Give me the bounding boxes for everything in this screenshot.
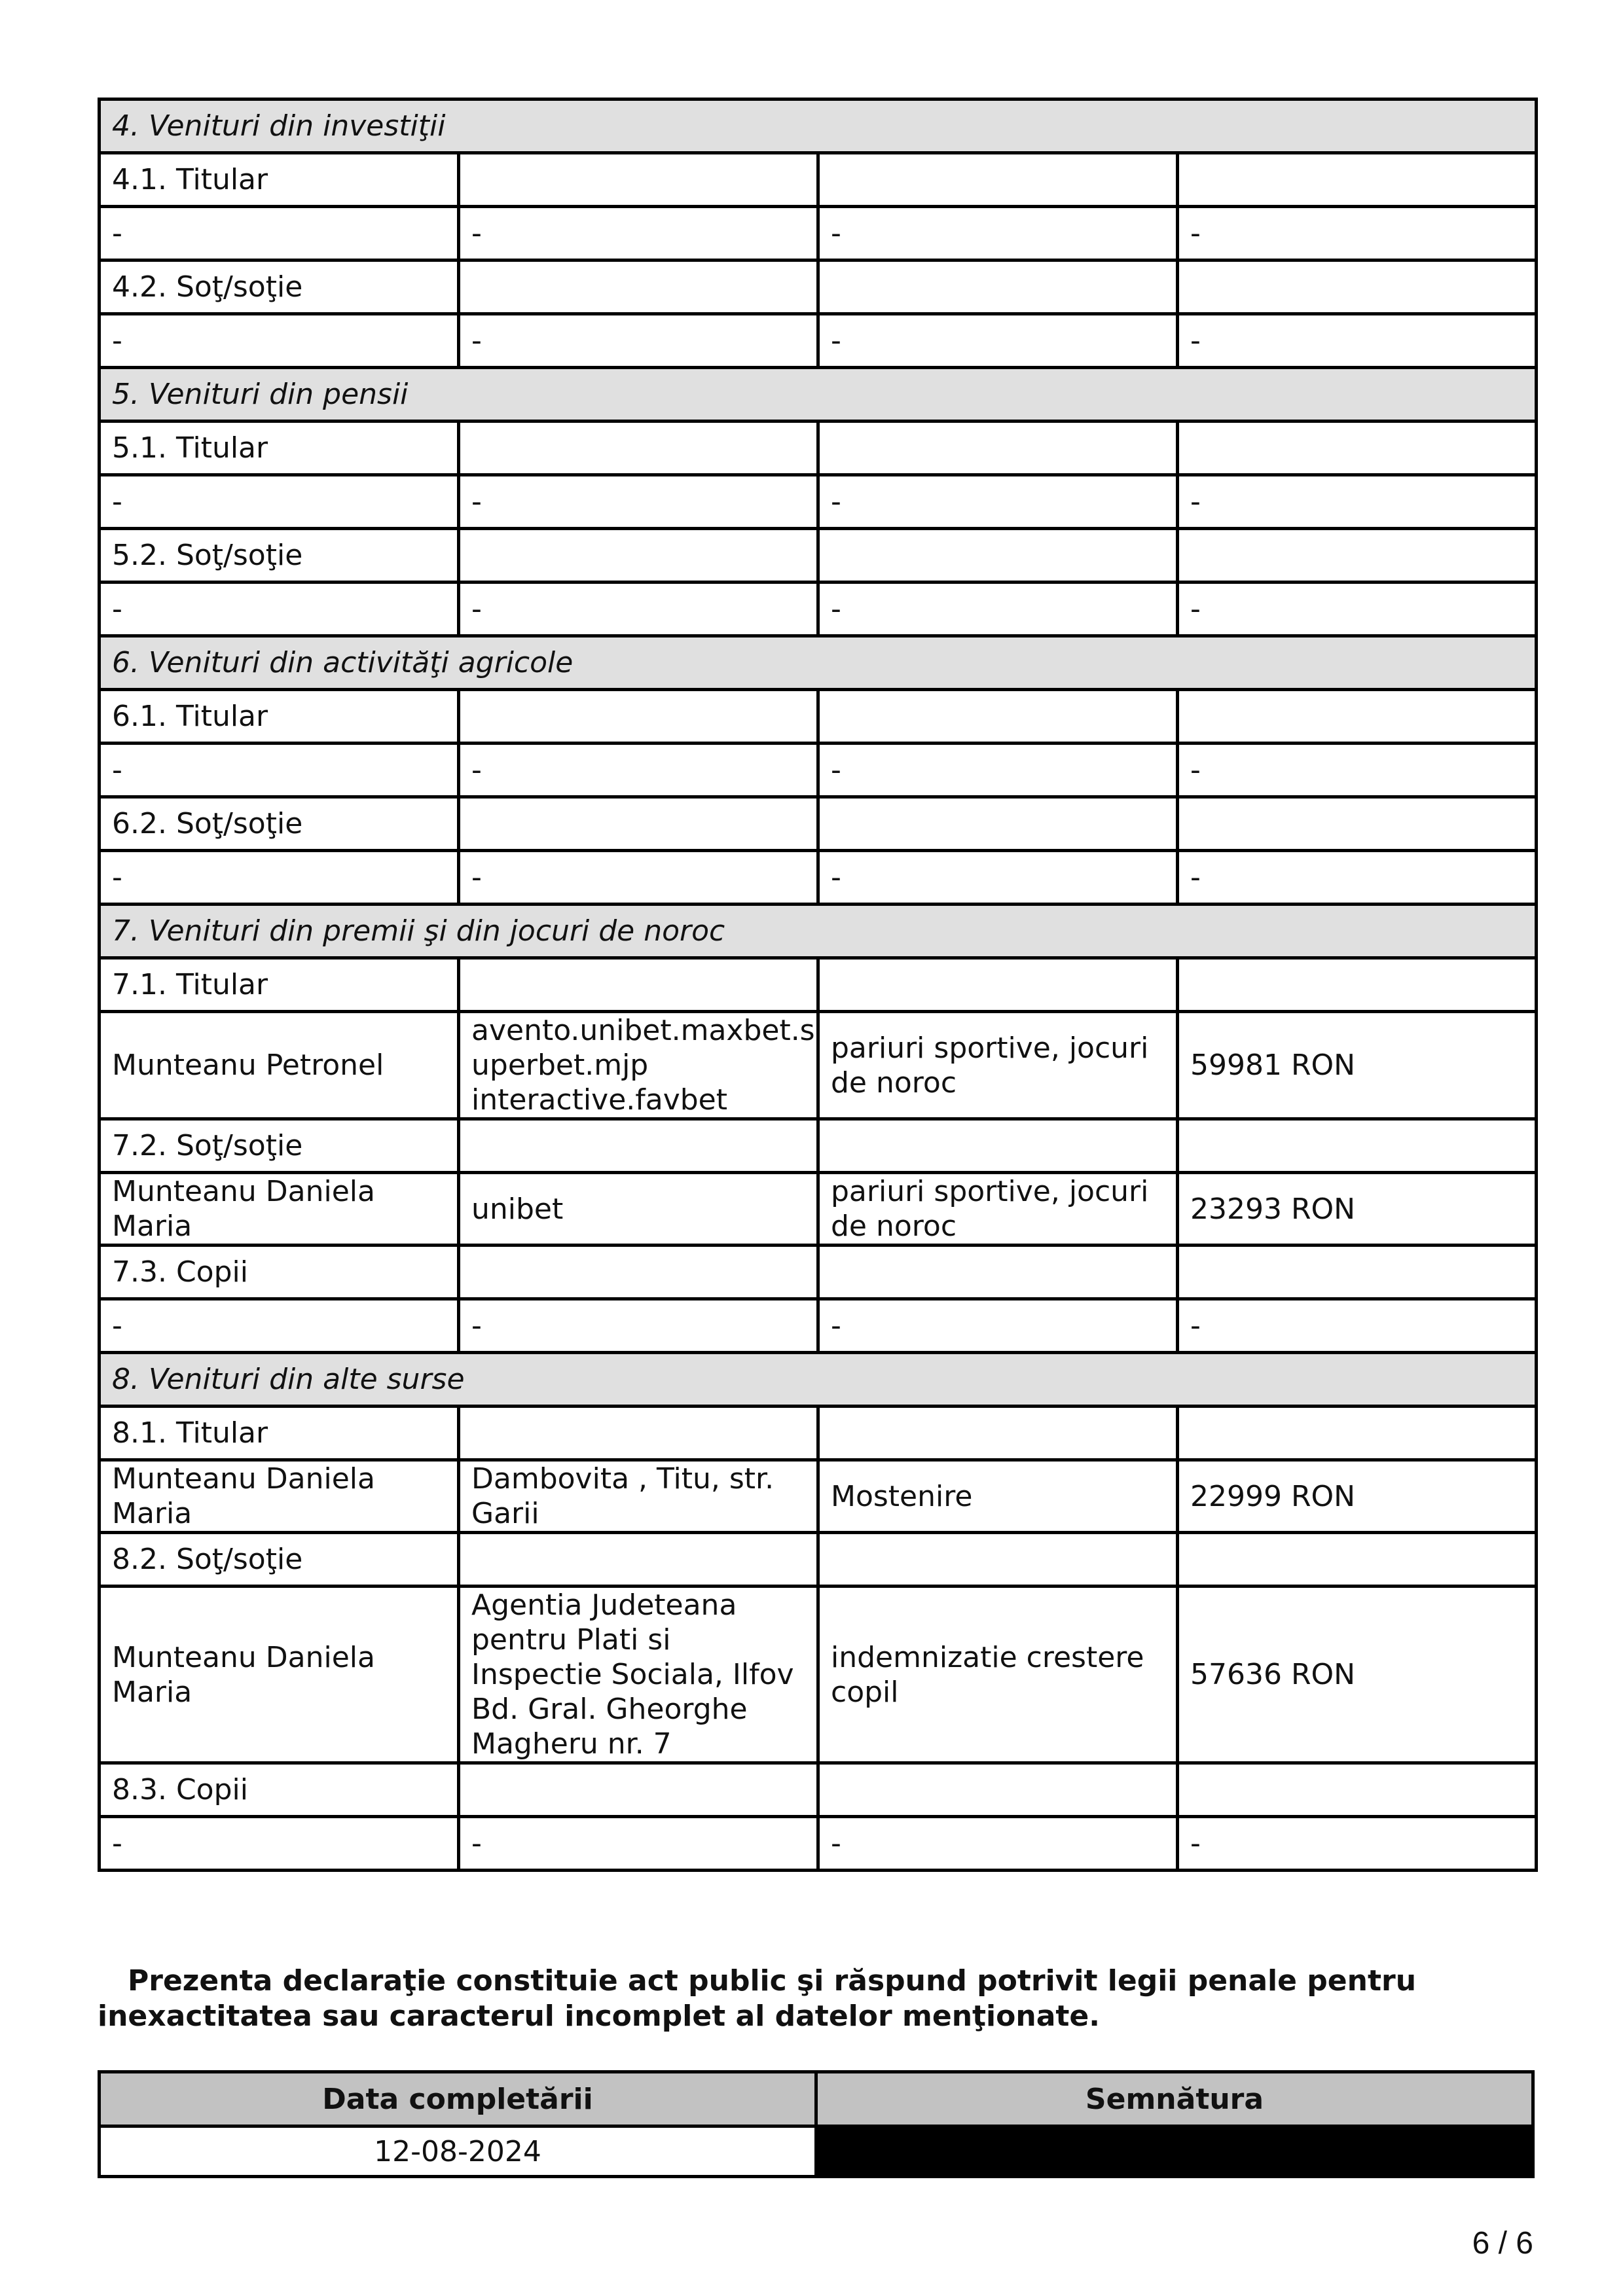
table-cell: 7.2. Soţ/soţie — [100, 1119, 459, 1173]
table-cell: Munteanu Daniela Maria — [100, 1460, 459, 1533]
table-cell: - — [1178, 583, 1537, 636]
table-cell: - — [818, 207, 1178, 260]
table-row — [100, 1173, 1537, 1246]
table-cell — [818, 1763, 1178, 1817]
table-cell — [459, 1407, 818, 1460]
table-cell: - — [100, 207, 459, 260]
table-cell — [818, 958, 1178, 1012]
table-cell — [818, 529, 1178, 583]
table-cell — [459, 422, 818, 475]
section-title: 6. Venituri din activităţi agricole — [100, 636, 1537, 690]
table-row — [100, 1460, 1537, 1533]
table-cell — [1178, 1533, 1537, 1587]
signature-table — [98, 2070, 1535, 2178]
table-cell: pariuri sportive, jocuri de noroc — [818, 1012, 1178, 1119]
table-row — [100, 744, 1537, 797]
table-cell: - — [1178, 207, 1537, 260]
table-row — [100, 475, 1537, 529]
table-cell — [1178, 1407, 1537, 1460]
table-cell — [1178, 1763, 1537, 1817]
table-cell: avento.unibet.maxbet.s uperbet.mjp interactive.favbet — [459, 1012, 818, 1119]
table-cell: Munteanu Petronel — [100, 1012, 459, 1119]
income-table-body — [100, 99, 1537, 1871]
table-cell: - — [818, 1817, 1178, 1871]
table-cell — [459, 1533, 818, 1587]
table-cell: 4.1. Titular — [100, 153, 459, 207]
table-cell: 7.1. Titular — [100, 958, 459, 1012]
table-row — [100, 422, 1537, 475]
completion-date-header: Data completării — [100, 2072, 816, 2126]
section-header-row — [100, 99, 1537, 153]
table-cell: - — [1178, 851, 1537, 905]
table-cell: Dambovita , Titu, str. Garii — [459, 1460, 818, 1533]
table-cell — [459, 153, 818, 207]
table-row — [100, 1763, 1537, 1817]
table-cell: - — [1178, 1817, 1537, 1871]
table-cell: 7.3. Copii — [100, 1246, 459, 1299]
table-cell: pariuri sportive, jocuri de noroc — [818, 1173, 1178, 1246]
table-row — [100, 1533, 1537, 1587]
section-title: 7. Venituri din premii şi din jocuri de noroc — [100, 905, 1537, 958]
table-row — [100, 1119, 1537, 1173]
table-cell: - — [100, 744, 459, 797]
table-cell: - — [1178, 744, 1537, 797]
table-cell: - — [459, 1299, 818, 1353]
table-cell: - — [100, 1299, 459, 1353]
section-header-row — [100, 1353, 1537, 1407]
table-cell: 5.1. Titular — [100, 422, 459, 475]
table-cell — [459, 260, 818, 314]
table-cell: - — [1178, 475, 1537, 529]
section-title: 5. Venituri din pensii — [100, 368, 1537, 422]
page-number: 6 / 6 — [1472, 2226, 1533, 2261]
table-cell: - — [818, 583, 1178, 636]
table-cell: 5.2. Soţ/soţie — [100, 529, 459, 583]
table-cell — [459, 1246, 818, 1299]
table-cell: - — [100, 475, 459, 529]
table-cell: Mostenire — [818, 1460, 1178, 1533]
signature-redacted-box — [816, 2126, 1533, 2177]
table-cell: 8.2. Soţ/soţie — [100, 1533, 459, 1587]
table-cell: Munteanu Daniela Maria — [100, 1587, 459, 1763]
table-cell — [459, 797, 818, 851]
table-cell — [818, 1533, 1178, 1587]
table-cell: - — [818, 744, 1178, 797]
table-cell: - — [100, 1817, 459, 1871]
signature-header: Semnătura — [816, 2072, 1533, 2126]
table-row — [100, 1407, 1537, 1460]
table-row — [100, 958, 1537, 1012]
table-cell — [459, 690, 818, 744]
table-cell — [818, 1407, 1178, 1460]
table-cell — [818, 422, 1178, 475]
table-cell — [1178, 153, 1537, 207]
section-header-row — [100, 905, 1537, 958]
table-cell: 59981 RON — [1178, 1012, 1537, 1119]
table-cell: - — [818, 475, 1178, 529]
table-cell: Munteanu Daniela Maria — [100, 1173, 459, 1246]
table-cell: 6.1. Titular — [100, 690, 459, 744]
table-row — [100, 690, 1537, 744]
public-act-statement: Prezenta declaraţie constituie act public şi răspund potrivit legii penale pentru inexactitatea sau caracterul incomplet al datelor menţionate. — [98, 1964, 1417, 2033]
table-cell — [818, 260, 1178, 314]
table-row — [100, 1817, 1537, 1871]
table-row — [100, 1299, 1537, 1353]
table-cell: 23293 RON — [1178, 1173, 1537, 1246]
table-row — [100, 797, 1537, 851]
table-cell — [818, 1246, 1178, 1299]
table-row — [100, 153, 1537, 207]
table-cell: - — [459, 475, 818, 529]
table-row — [100, 1246, 1537, 1299]
table-cell: indemnizatie crestere copil — [818, 1587, 1178, 1763]
completion-date-value: 12-08-2024 — [100, 2126, 816, 2177]
table-row — [100, 583, 1537, 636]
table-cell: - — [818, 314, 1178, 368]
table-row — [100, 314, 1537, 368]
table-row — [100, 851, 1537, 905]
table-cell: Agentia Judeteana pentru Plati si Inspectie Sociala, Ilfov Bd. Gral. Gheorghe Magheru nr. 7 — [459, 1587, 818, 1763]
table-cell: unibet — [459, 1173, 818, 1246]
income-table — [98, 98, 1538, 1872]
section-title: 8. Venituri din alte surse — [100, 1353, 1537, 1407]
table-cell — [1178, 797, 1537, 851]
table-cell — [818, 153, 1178, 207]
table-cell: - — [459, 207, 818, 260]
table-cell — [818, 797, 1178, 851]
table-cell: - — [1178, 1299, 1537, 1353]
table-cell: - — [100, 314, 459, 368]
section-title: 4. Venituri din investiţii — [100, 99, 1537, 153]
table-cell: - — [459, 1817, 818, 1871]
table-cell: - — [459, 851, 818, 905]
table-cell: - — [818, 851, 1178, 905]
table-cell: 6.2. Soţ/soţie — [100, 797, 459, 851]
table-row — [100, 1012, 1537, 1119]
table-cell: - — [818, 1299, 1178, 1353]
table-cell: - — [1178, 314, 1537, 368]
table-cell — [818, 690, 1178, 744]
table-cell — [1178, 1246, 1537, 1299]
section-header-row — [100, 368, 1537, 422]
table-cell: - — [459, 583, 818, 636]
table-cell — [459, 1119, 818, 1173]
table-cell: 57636 RON — [1178, 1587, 1537, 1763]
table-cell — [1178, 958, 1537, 1012]
table-cell: 4.2. Soţ/soţie — [100, 260, 459, 314]
table-cell: - — [100, 851, 459, 905]
table-row — [100, 207, 1537, 260]
table-cell: - — [459, 314, 818, 368]
table-cell — [459, 1763, 818, 1817]
table-cell — [1178, 529, 1537, 583]
table-cell — [818, 1119, 1178, 1173]
table-cell — [1178, 422, 1537, 475]
table-cell: 22999 RON — [1178, 1460, 1537, 1533]
table-cell: 8.1. Titular — [100, 1407, 459, 1460]
table-row — [100, 260, 1537, 314]
table-row — [100, 1587, 1537, 1763]
table-row — [100, 529, 1537, 583]
table-cell: 8.3. Copii — [100, 1763, 459, 1817]
table-cell — [459, 958, 818, 1012]
section-header-row — [100, 636, 1537, 690]
table-cell — [1178, 260, 1537, 314]
table-cell — [1178, 690, 1537, 744]
table-cell — [459, 529, 818, 583]
table-cell: - — [459, 744, 818, 797]
table-cell: - — [100, 583, 459, 636]
table-cell — [1178, 1119, 1537, 1173]
